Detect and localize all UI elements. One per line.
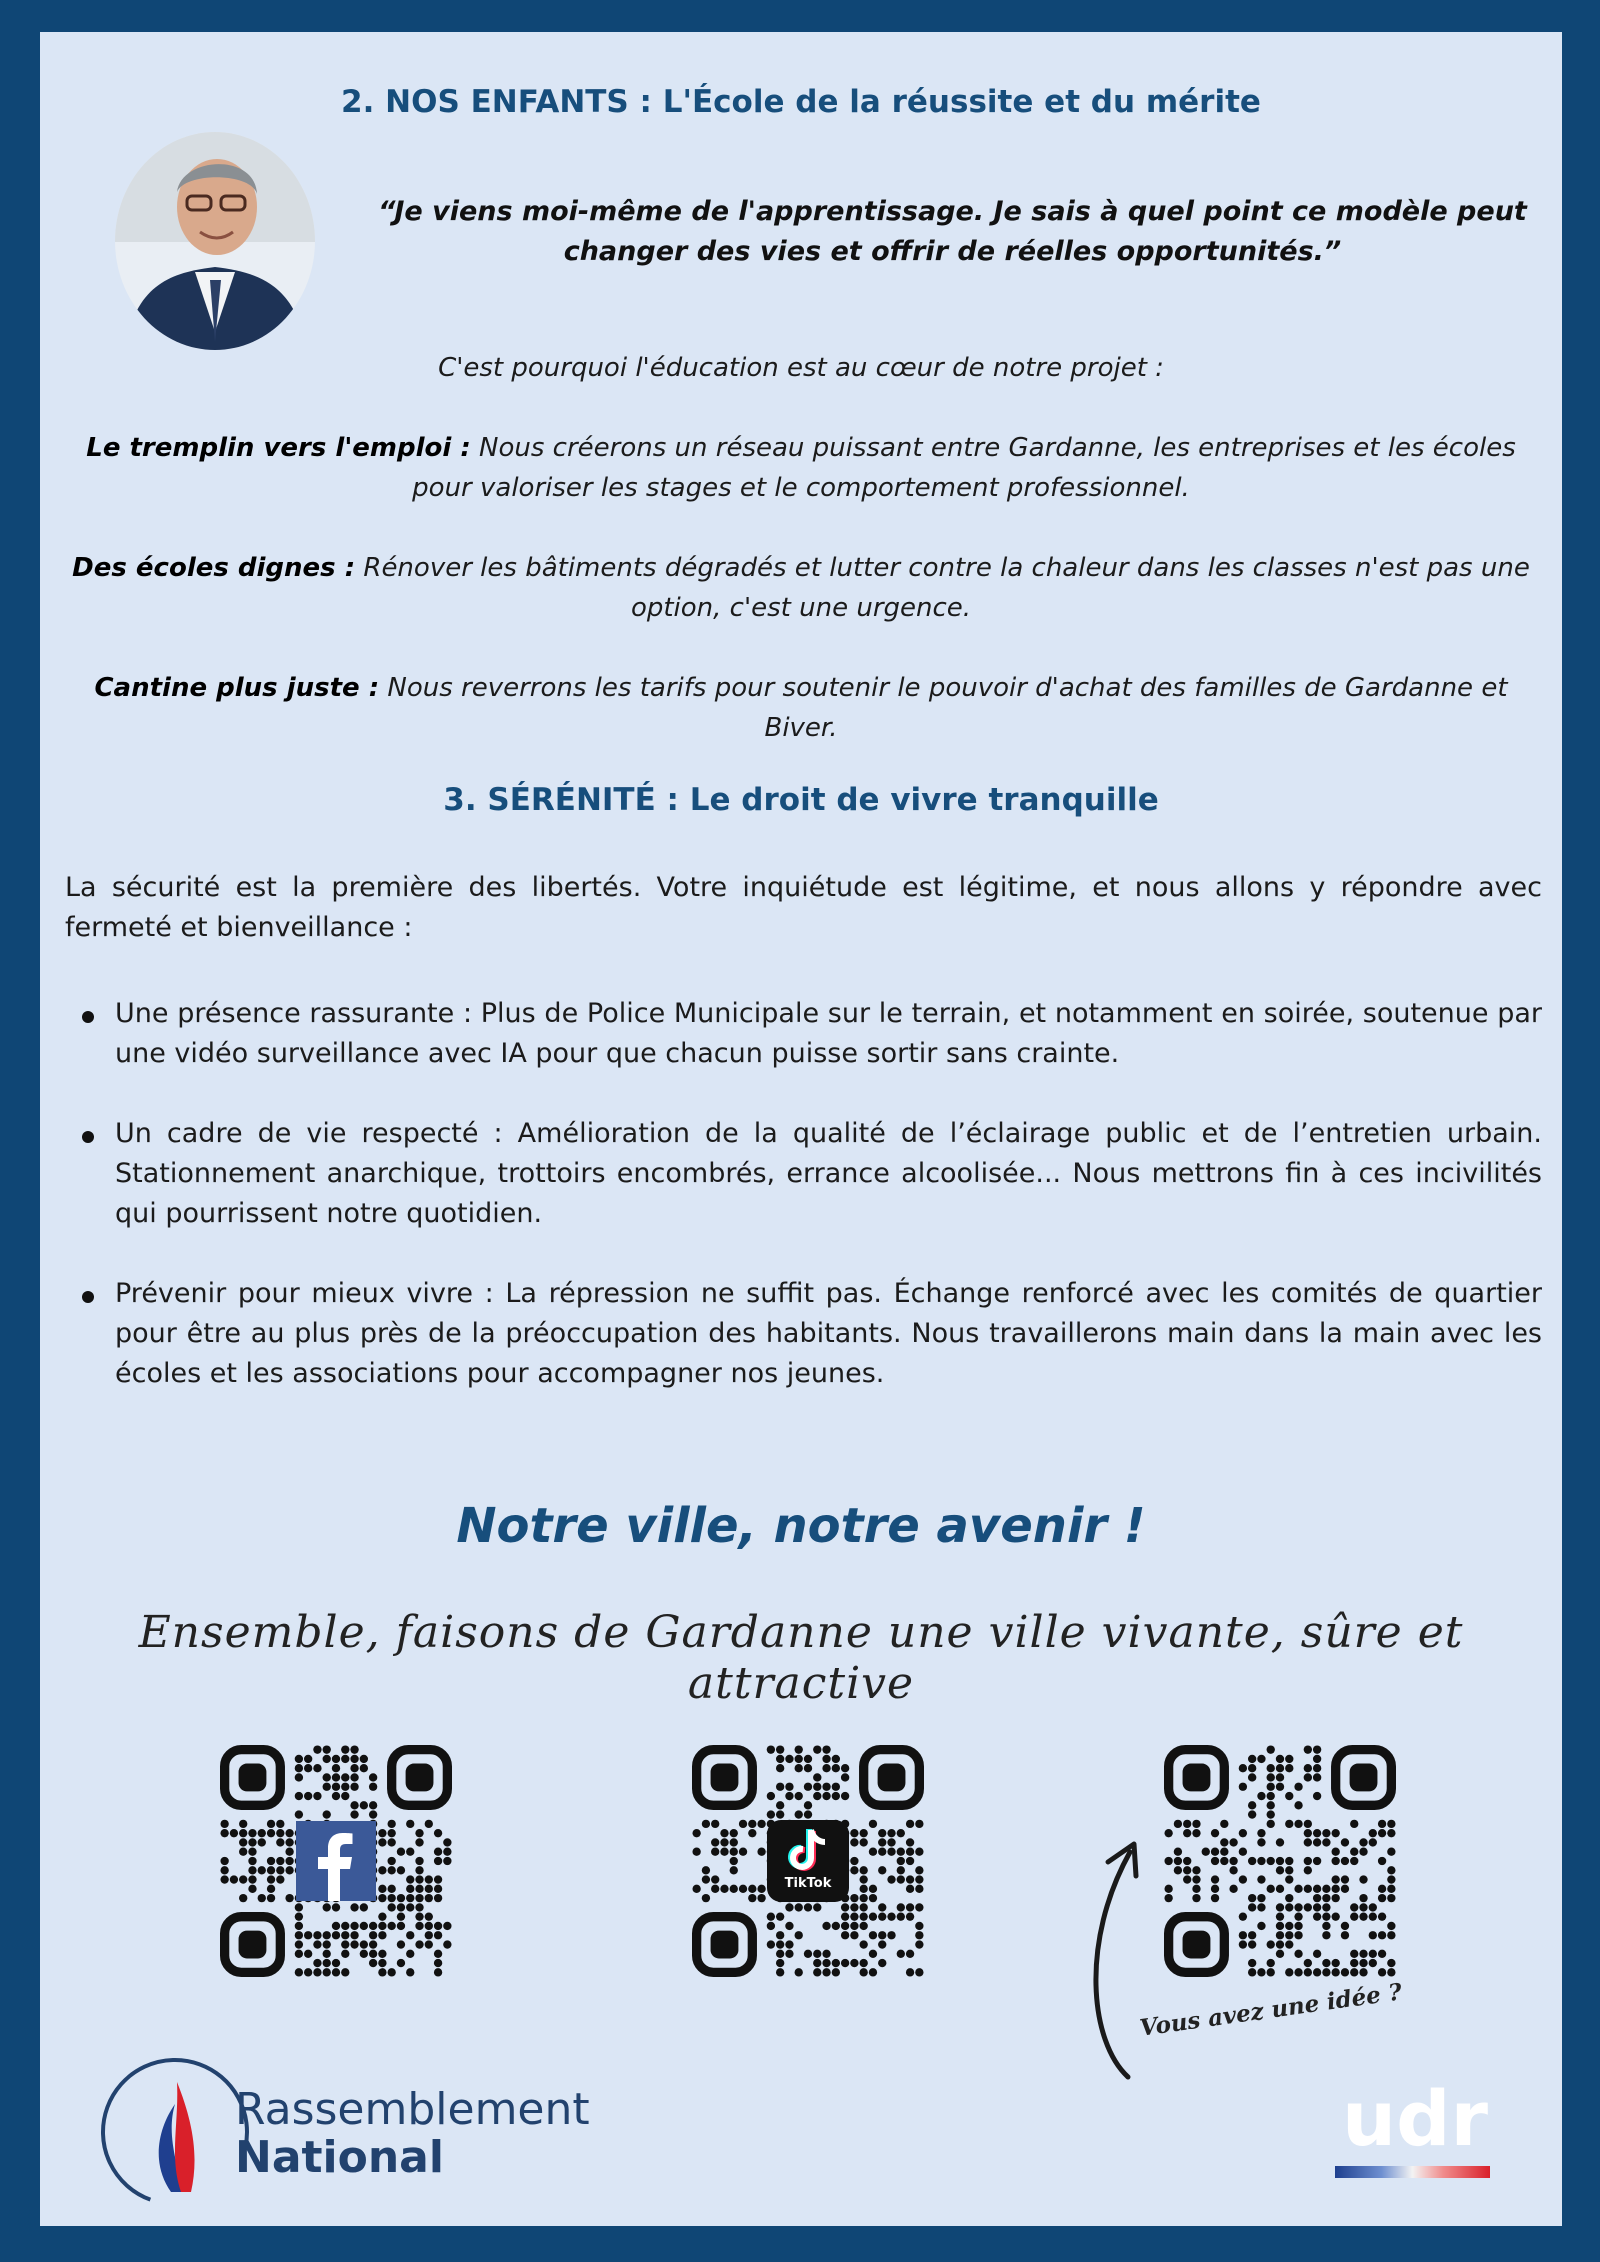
udr-wordmark: udr <box>1342 2074 1488 2163</box>
tiktok-icon <box>767 1820 849 1902</box>
rassemblement-national-logo <box>95 2052 595 2212</box>
education-point <box>60 668 1542 748</box>
security-bullet: Prévenir pour mieux vivre : La répression ne suffit pas. Échange renforcé avec les comités de quartier pour être au plus près de la préoccupation des habitants. Nous travaillerons main dans la main avec les écoles et les associations pour accompagner nos jeunes. <box>115 1278 1542 1389</box>
rn-logo-line1: Rassemblement <box>235 2084 590 2135</box>
education-point <box>60 548 1542 628</box>
rn-logo-line2: National <box>235 2132 444 2183</box>
tagline: Ensemble, faisons de Gardanne une ville vivante, sûre et attractive <box>138 1607 1464 1709</box>
rn-flame-emblem <box>95 2052 255 2212</box>
candidate-quote: “Je viens moi-même de l'apprentissage. Je sais à quel point ce modèle peut changer des vies et offrir de réelles opportunités.” <box>378 196 1527 267</box>
security-bullet: Un cadre de vie respecté : Amélioration de la qualité de l’éclairage public et de l’entretien urbain. Stationnement anarchique, trottoirs encombrés, errance alcoolisée... Nous mettrons fin à ces incivilités qui pourrissent notre quotidien. <box>115 1118 1542 1229</box>
education-point-text: Rénover les bâtiments dégradés et lutter contre la chaleur dans les classes n'est pas une option, c'est une urgence. <box>355 553 1530 623</box>
education-point-label: Le tremplin vers l'emploi : <box>86 433 471 463</box>
security-bullet: Une présence rassurante : Plus de Police Municipale sur le terrain, et notamment en soirée, soutenue par une vidéo surveillance avec IA pour que chacun puisse sortir sans crainte. <box>115 998 1542 1069</box>
security-intro: La sécurité est la première des libertés. Votre inquiétude est légitime, et nous allons y répondre avec fermeté et bienveillance : <box>65 872 1542 943</box>
candidate-portrait-illustration <box>115 132 315 350</box>
bullet-dot <box>82 1291 94 1303</box>
flyer-page <box>40 32 1562 2226</box>
bullet-dot <box>82 1011 94 1023</box>
education-point-label: Cantine plus juste : <box>94 673 380 703</box>
section3-title: 3. SÉRÉNITÉ : Le droit de vivre tranquille <box>443 782 1159 818</box>
education-point <box>60 428 1542 508</box>
slogan: Notre ville, notre avenir ! <box>456 1498 1146 1554</box>
education-intro: C'est pourquoi l'éducation est au cœur de notre projet : <box>438 353 1164 383</box>
candidate-photo <box>115 132 315 350</box>
curved-arrow-icon <box>1060 1822 1160 2102</box>
facebook-icon <box>296 1821 376 1901</box>
idea-caption: Vous avez une idée ? <box>1138 1978 1404 2042</box>
udr-logo <box>1330 2074 1500 2194</box>
education-point-label: Des écoles dignes : <box>72 553 356 583</box>
education-point-text: Nous créerons un réseau puissant entre Gardanne, les entreprises et les écoles pour valoriser les stages et le comportement professionnel. <box>412 433 1516 503</box>
tiktok-note-icon <box>767 1820 849 1880</box>
idea-qr-code[interactable] <box>1164 1745 1396 1977</box>
udr-tricolor-bar <box>1335 2166 1490 2178</box>
education-point-text: Nous reverrons les tarifs pour soutenir le pouvoir d'achat des familles de Gardanne et Biver. <box>379 673 1508 743</box>
section2-title: 2. NOS ENFANTS : L'École de la réussite et du mérite <box>341 84 1261 120</box>
tiktok-label: TikTok <box>784 1876 832 1891</box>
bullet-dot <box>82 1131 94 1143</box>
